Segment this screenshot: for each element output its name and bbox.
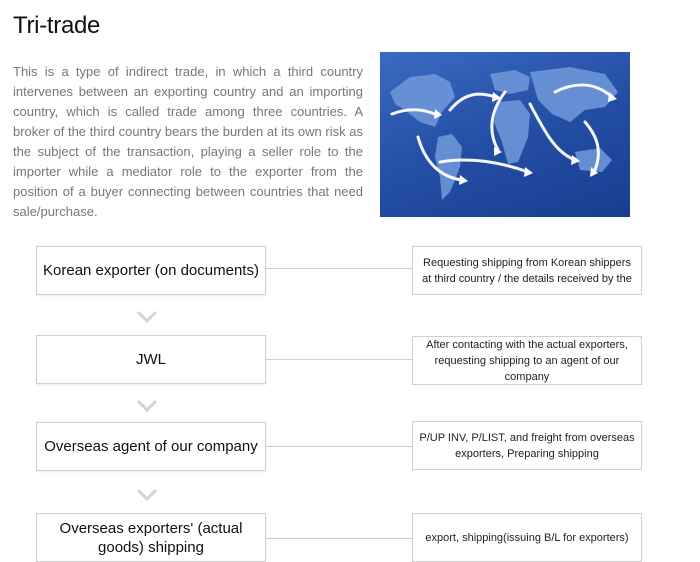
- chevron-down-icon: [136, 488, 158, 502]
- flow-note-text: Requesting shipping from Korean shippers at third country / the details received by the: [422, 256, 632, 285]
- flow-step-label: Korean exporter (on documents): [43, 262, 259, 279]
- chevron-down-icon: [136, 399, 158, 413]
- flow-step-label: Overseas agent of our company: [44, 438, 258, 455]
- flow-note: [412, 513, 642, 562]
- world-map-image: [380, 52, 630, 217]
- flow-connector-line: [266, 268, 412, 269]
- flow-note-text: P/UP INV, P/LIST, and freight from overseas exporters, Preparing shipping: [419, 431, 635, 460]
- page-title: Tri-trade: [13, 12, 101, 39]
- flow-step-label: JWL: [136, 351, 166, 368]
- flow-step-label: Overseas exporters' (actual goods) shipping: [59, 519, 243, 556]
- flow-note-text: After contacting with the actual exporters, requesting shipping to an agent of our company: [426, 338, 628, 383]
- flow-connector-line: [266, 359, 412, 360]
- flow-note-text: export, shipping(issuing B/L for exporters): [425, 531, 629, 544]
- flow-step-overseas-exporters: [36, 513, 266, 562]
- flow-note: [412, 336, 642, 385]
- chevron-down-icon: [136, 310, 158, 324]
- intro-paragraph: This is a type of indirect trade, in which a third country intervenes between an exporting country and an importing country, which is called trade among three countries. A broker of the third country bears the burden at its own risk as the subject of the transaction, playing a seller role to the importer while a mediator role to the exporter from the position of a buyer connecting between countries that need sale/purchase.: [13, 64, 363, 219]
- world-map-icon: [380, 52, 630, 217]
- flow-note: [412, 246, 642, 295]
- flow-connector-line: [266, 446, 412, 447]
- flow-connector-line: [266, 538, 412, 539]
- flow-note: [412, 421, 642, 470]
- flow-step-jwl: [36, 335, 266, 384]
- flow-step-overseas-agent: [36, 422, 266, 471]
- flow-step-korean-exporter: [36, 246, 266, 295]
